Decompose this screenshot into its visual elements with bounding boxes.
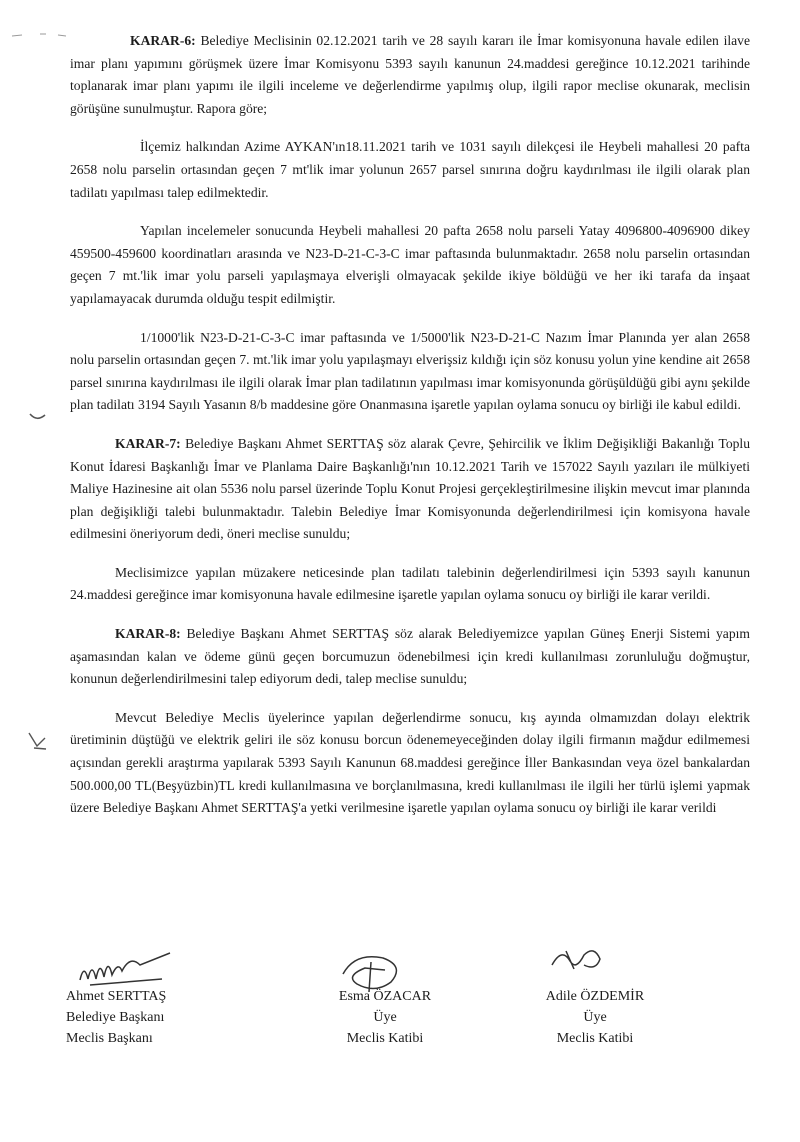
signature-2: [320, 986, 450, 1049]
scan-mark-left-2: [26, 730, 48, 752]
signatory-3-role: Meclis Katibi: [556, 1031, 634, 1046]
karar6-paragraph-3: Yapılan incelemeler sonucunda Heybeli mahallesi 20 pafta 2658 nolu parseli Yatay 4096800-4096900 dikey 459500-459600 koordinatları arasında ve N23-D-21-C-3-C imar paftasında bulunmaktadır. 2658 nolu parselin ortasından geçen 7 mt.'lik imar yolu parseli yapılaşmaya elverişli olmayacak şekilde ikiye böldüğü ve her iki tarafa da inşaat yapılamayacak durumda olduğu tespit edilmiştir.: [70, 223, 750, 306]
karar8-intro: [70, 623, 750, 691]
signature-3: [520, 986, 670, 1049]
signatory-1-name: Ahmet SERTTAŞ: [66, 989, 167, 1004]
karar6-intro-text: Belediye Meclisinin 02.12.2021 tarih ve 28 sayılı kararı ile İmar komisyonuna havale edilen ilave imar planı yapımını görüşmek üzere İmar Komisyonu 5393 sayılı kanunun 24.maddesi gereğince 10.12.2021 tarihinde toplanarak imar planı yapımı ile ilgili inceleme ve değerlendirme yapılmış olup, ilgili rapor meclise okunarak, meclisin görüşüne sunulmuştur. Rapora göre;: [70, 33, 750, 116]
karar7-intro-text: Belediye Başkanı Ahmet SERTTAŞ söz alarak Çevre, Şehircilik ve İklim Değişikliği Bakanlığı Toplu Konut İdaresi Başkanlığı İmar ve Planlama Daire Başkanlığı'nın 10.12.2021 Tarih ve 157022 Sayılı yazıları ile mülkiyeti Maliye Hazinesine ait olan 5536 nolu parsel üzerinde Toplu Konut Projesi gerçekleştirilmesine ilişkin mevcut imar planında plan değişikliği talebi bulunmaktadır. Talebin Belediye İmar Komisyonunda değerlendirilmesi için komisyona havale edilmesini öneriyorum dedi, öneri meclise sunuldu;: [70, 435, 750, 542]
document-body: [70, 30, 750, 820]
karar7-intro: [70, 433, 750, 546]
karar8-paragraph-2: Mevcut Belediye Meclis üyelerince yapılan değerlendirme sonucu, kış ayında olmamızdan dolayı elektrik üretiminin düştüğü ve elektrik geliri ile söz konusu borcun ödenemeyeceğinden dolay ilgili firmanın mağdur edilmemesi açısından gerekli araştırma yapılarak 5393 Sayılı Kanunun 68.maddesi gereğince İller Bankasından veya özel bankalardan 500.000,00 TL(Beşyüzbin)TL kredi kullanılmasına ve borçlanılmasına, kredi kullanılması ile ilgili her türlü işlemi yapmak üzere Belediye Başkanı Ahmet SERTTAŞ'a yetki verilmesine işaretle yapılan oylama sonucu oy birliği ile karar verildi: [70, 709, 750, 816]
signature-1: [66, 986, 216, 1049]
signatory-2-role: Meclis Katibi: [346, 1031, 424, 1046]
signatory-3-title: Üye: [583, 1010, 607, 1025]
scan-mark-top: [10, 28, 70, 40]
karar6-paragraph-4: 1/1000'lik N23-D-21-C-3-C imar paftasında ve 1/5000'lik N23-D-21-C Nazım İmar Planında yer alan 2658 nolu parselin ortasından geçen 7. mt.'lik imar yolu yapılaşmayı elverişsiz kıldığı için söz konusu yolun yine kendine ait 2658 parsel sınırına kaydırılması ile ilgili olarak İmar plan tadilatının yapılması imar komisyonunda görüşüldüğü gibi aynı şekilde plan tadilatı 3194 Sayılı Yasanın 8/b maddesine göre Onanmasına işaretle yapılan oylama sonucu oy birliği ile kabul edildi.: [70, 329, 750, 413]
karar8-intro-text: Belediye Başkanı Ahmet SERTTAŞ söz alarak Belediyemizce yapılan Güneş Enerji Sistemi yapım aşamasından kalan ve ödeme günü geçen borcumuzun ödenebilmesi için kredi kullanılması zorunluluğu doğmuştur, konunun değerlendirilmesini talep ediyorum dedi, talep meclise sunuldu;: [70, 626, 750, 687]
signatory-2-title: Üye: [373, 1010, 397, 1025]
karar6-intro: [70, 30, 750, 120]
karar7-heading: KARAR-7:: [115, 435, 181, 451]
scan-mark-left-1: [28, 410, 48, 424]
signatory-3-name: Adile ÖZDEMİR: [545, 989, 645, 1004]
signatory-1-title: Belediye Başkanı: [66, 1010, 165, 1025]
karar6-paragraph-2: İlçemiz halkından Azime AYKAN'ın18.11.2021 tarih ve 1031 sayılı dilekçesi ile Heybeli mahallesi 20 pafta 2658 nolu parselin ortasından geçen 7 mt'lik imar yolunun 2657 parsel sınırına doğru kaydırılması ile ilgili olarak plan tadilatı yapılması talep edilmektedir.: [70, 139, 750, 200]
signature-adile-ozdemir: [548, 943, 608, 977]
karar7-paragraph-2: Meclisimizce yapılan müzakere neticesinde plan tadilatı talebinin değerlendirilmesi için 5393 sayılı kanunun 24.maddesi gereğince imar komisyonuna havale edilmesine işaretle yapılan oylama sonucu oy birliği ile karar verildi.: [70, 564, 750, 603]
karar6-heading: KARAR-6:: [130, 33, 196, 48]
signatory-2-name: Esma ÖZACAR: [338, 989, 432, 1004]
karar8-heading: KARAR-8:: [115, 626, 181, 642]
signatory-1-role: Meclis Başkanı: [66, 1031, 153, 1046]
